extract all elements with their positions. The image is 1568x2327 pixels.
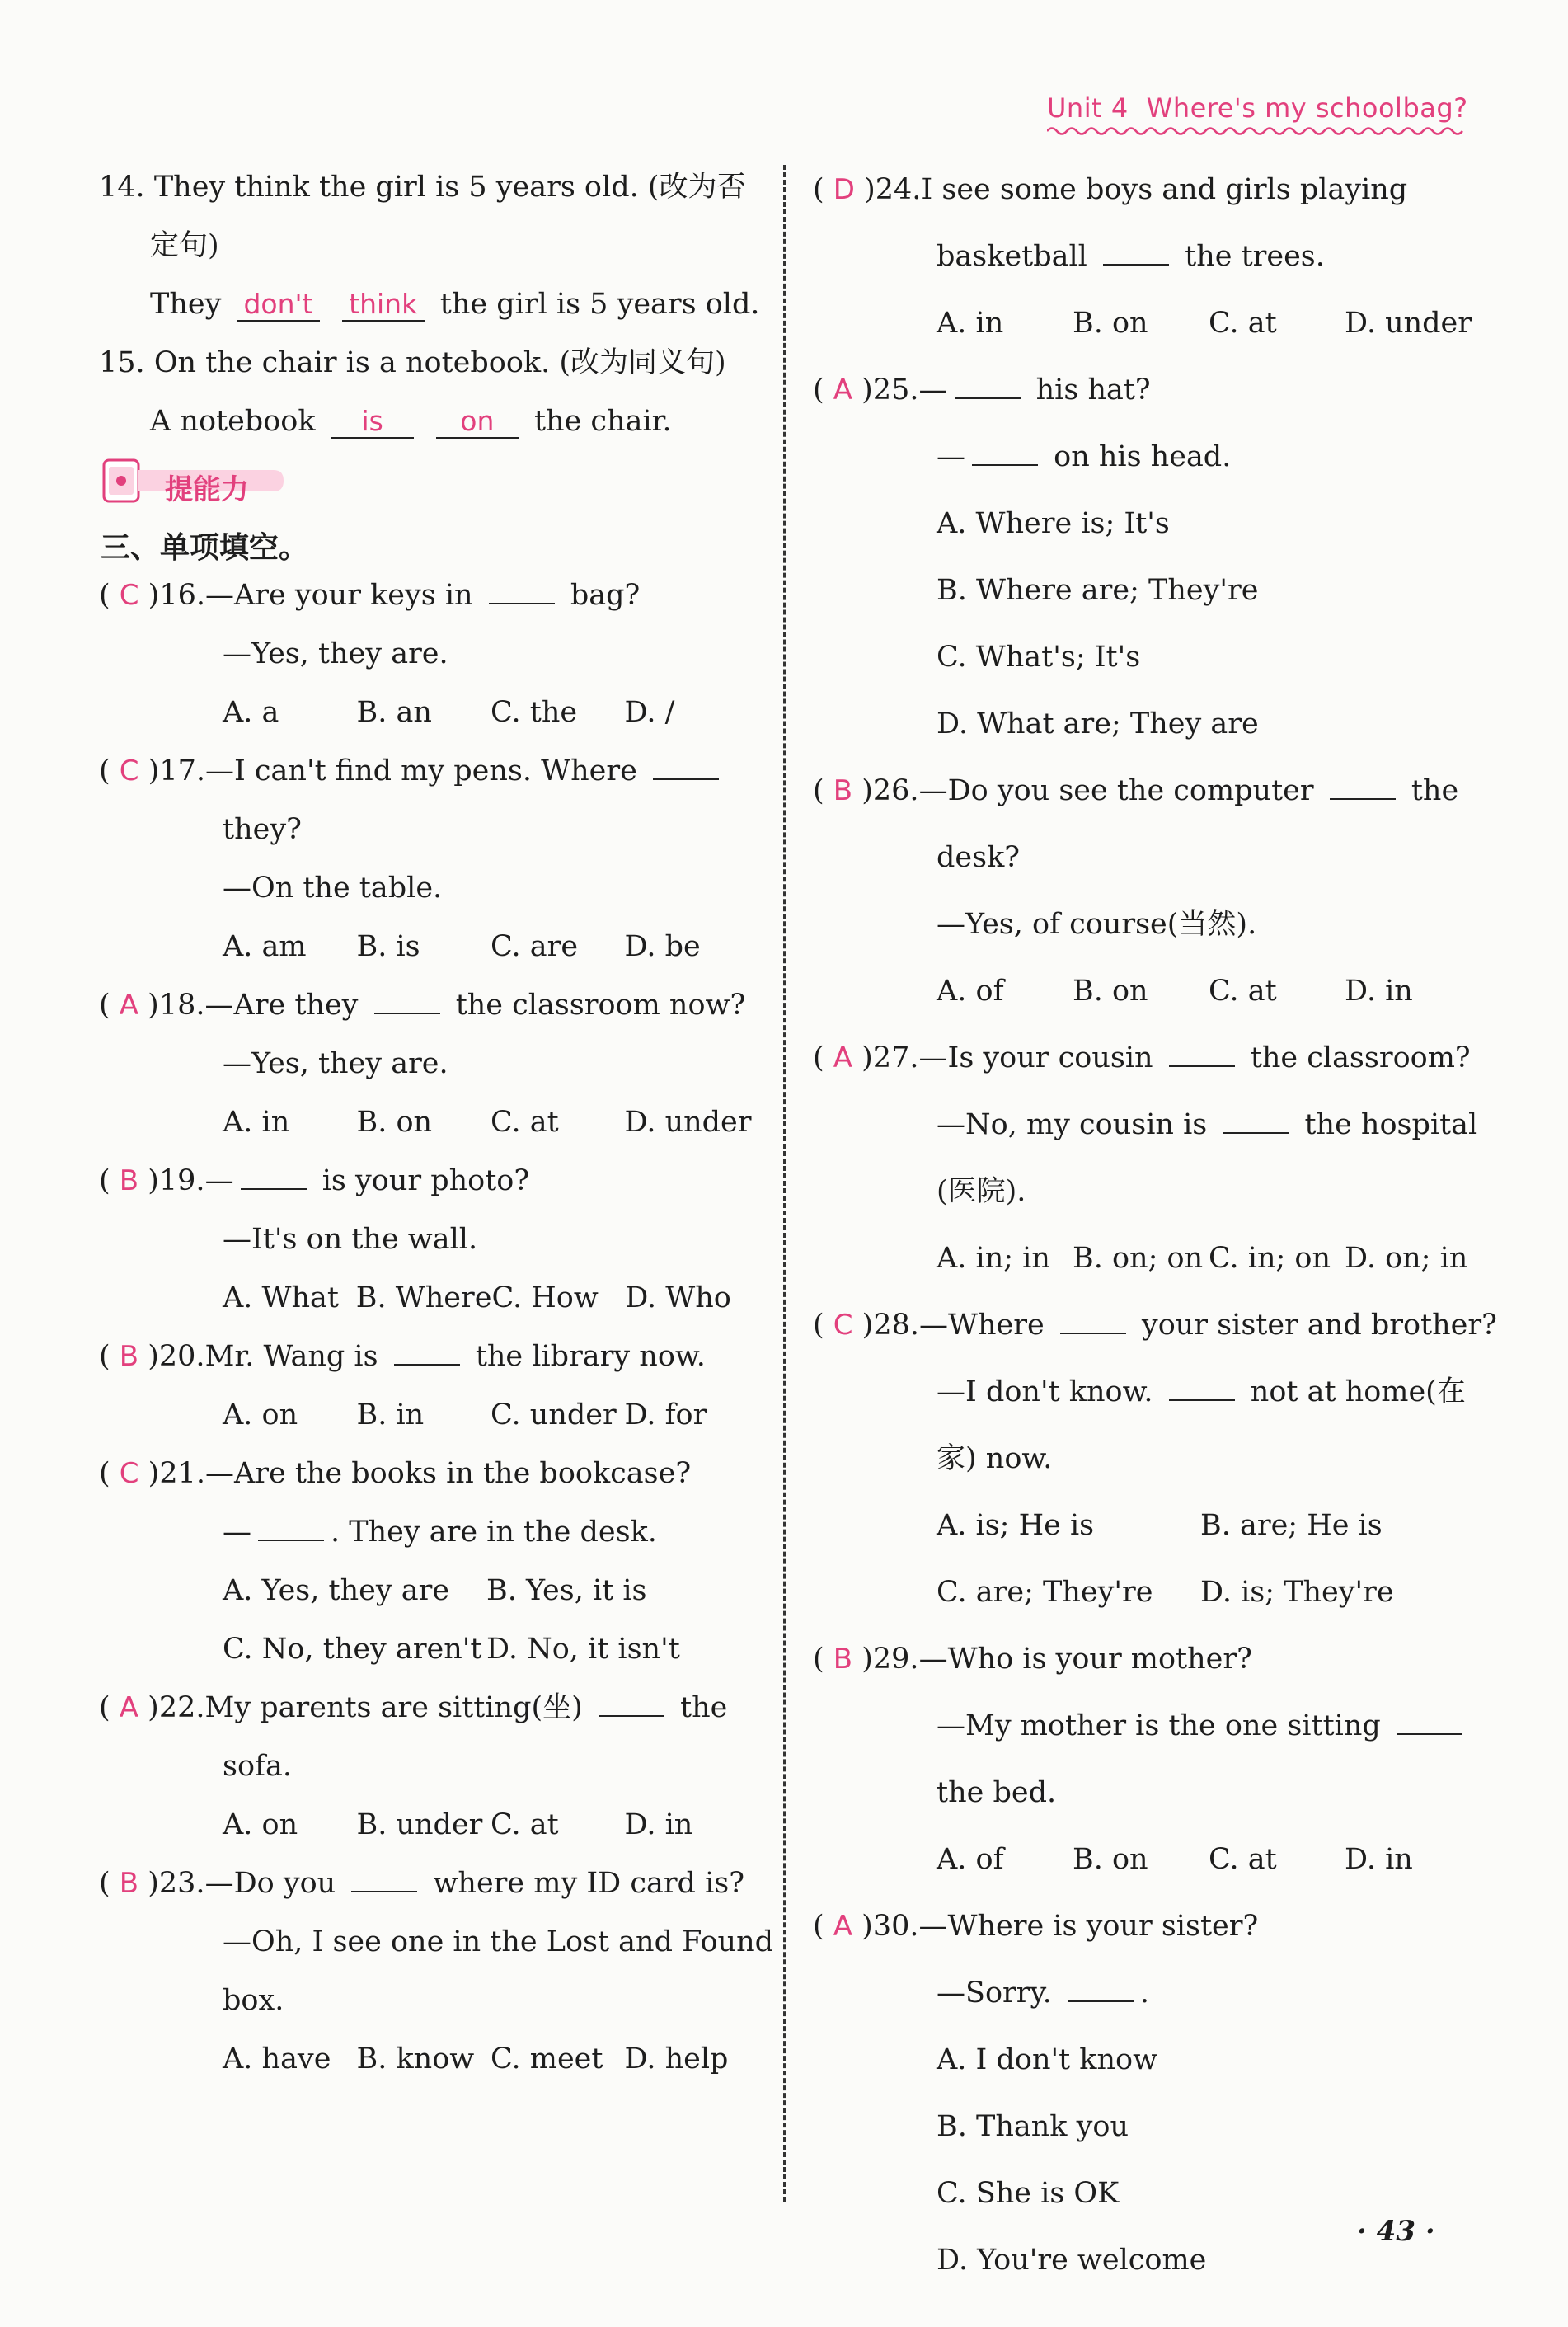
option[interactable]: D. is; They're [1200,1576,1394,1609]
left-question-list [99,566,774,2089]
option[interactable]: A. am [223,930,307,963]
option[interactable]: D. be [624,930,701,963]
rewrite-14-line-1 [99,158,758,217]
question-text: —Who is your mother? [918,1643,1252,1676]
option[interactable]: A. Where is; It's [937,507,1170,540]
question-text: —Do you where my ID card is? [205,1867,744,1900]
question-16 [99,566,758,742]
question-line: —It's on the wall. [223,1223,478,1256]
rewrite-14-fill-2: think [349,288,418,320]
option[interactable]: B. Yes, it is [486,1574,647,1607]
option[interactable]: C. under [491,1399,617,1431]
question-line: sofa. [223,1750,292,1783]
question-line: —Yes, they are. [223,637,448,670]
option[interactable]: C. No, they aren't [223,1633,482,1666]
question-line: box. [223,1984,284,2017]
option[interactable]: A. Yes, they are [223,1574,450,1607]
answer-blank[interactable] [1103,233,1169,266]
answer-bracket[interactable]: ( B ) [99,1340,159,1373]
section-title: 三、单项填空。 [101,531,309,565]
answer-blank[interactable] [1169,1034,1235,1067]
answer-letter: C [119,755,139,787]
answer-letter: A [833,374,853,407]
options-row [99,1620,758,1679]
option[interactable]: A. on [223,1399,298,1431]
rewrite-14-post: the girl is 5 years old. [439,288,760,321]
question-17 [99,742,758,976]
left-column [99,158,774,2089]
question-number: 25. [872,374,919,407]
question-line: basketball the trees. [813,223,1481,290]
answer-bracket[interactable]: ( C ) [99,755,160,787]
option[interactable]: B. Where [355,1281,492,1314]
question-23 [99,1855,774,2089]
running-header [1047,92,1468,124]
question-line: —My mother is the one sitting [813,1693,1481,1760]
option[interactable]: B. on [1073,307,1148,340]
option[interactable]: D. Who [625,1281,731,1314]
answer-letter: A [119,1691,139,1724]
question-line: —Yes, of course(当然). [937,908,1257,941]
options-row [99,2030,758,2089]
rewrite-14-pre: They [150,288,222,321]
question-number: 28. [873,1309,919,1342]
question-text: —Where is your sister? [918,1910,1259,1943]
question-text: —Are they the classroom now? [205,989,746,1022]
answer-blank[interactable] [241,1157,307,1190]
question-line [99,566,758,625]
question-19 [99,1152,758,1328]
question-27 [813,1025,1481,1292]
column-divider [783,165,786,2202]
question-text: —Are your keys in bag? [205,579,640,612]
rewrite-14-number: 14. [99,171,145,204]
option[interactable]: D. You're welcome [937,2244,1207,2277]
answer-letter: C [119,1457,139,1490]
option[interactable]: B. on [356,1106,433,1139]
question-text: —Where your sister and brother? [919,1309,1497,1342]
option[interactable]: C. at [491,1808,559,1841]
answer-blank[interactable] [1330,767,1396,800]
answer-blank[interactable] [374,981,440,1014]
option[interactable]: C. in; on [1209,1242,1331,1275]
answer-bracket[interactable]: ( D ) [813,173,876,206]
options-row [813,1826,1481,1893]
section-badge-label: 提能力 [165,473,249,506]
options-row [99,1796,758,1855]
question-line [99,742,758,801]
answer-blank[interactable] [955,366,1021,399]
question-line: they? [223,813,302,846]
question-21 [99,1445,758,1679]
question-line: — . They are in the desk. [99,1503,758,1562]
question-26 [813,758,1481,1025]
question-number: 24. [875,173,922,206]
rewrite-15-pre: A notebook [150,405,316,438]
answer-letter: A [833,1910,853,1943]
question-line [99,1679,758,1737]
answer-blank[interactable] [1169,1368,1235,1401]
answer-letter: B [833,774,853,807]
option[interactable]: C. meet [491,2043,603,2075]
rewrite-15-post: the chair. [533,405,672,438]
options-row [813,1225,1481,1292]
question-line [99,1445,758,1503]
options-row [99,1093,758,1152]
option[interactable]: D. under [1345,307,1472,340]
option[interactable]: C. How [491,1281,599,1314]
options-row [813,1559,1481,1626]
answer-bracket[interactable]: ( C ) [99,1457,160,1490]
rewrite-14-prompt: They think the girl is 5 years old. (改为否 [153,171,746,204]
question-25 [813,357,1481,758]
answer-blank[interactable] [394,1333,460,1366]
answer-bracket[interactable]: ( A ) [813,1910,873,1943]
answer-blank[interactable] [1060,1301,1126,1334]
question-line: desk? [937,841,1021,874]
option[interactable]: A. of [937,1843,1004,1876]
option[interactable]: C. at [1209,975,1277,1008]
question-line [813,157,1481,223]
options-row [813,290,1481,357]
header-wavy-underline [1047,125,1467,137]
option[interactable]: A. of [937,975,1004,1008]
question-text: I see some boys and girls playing [921,173,1408,206]
option[interactable]: C. She is OK [937,2177,1120,2210]
answer-bracket[interactable]: ( C ) [813,1309,874,1342]
option[interactable]: C. are; They're [937,1576,1153,1609]
option[interactable]: A. is; He is [937,1509,1095,1542]
question-text: Mr. Wang is the library now. [205,1340,706,1373]
question-text: My parents are sitting(坐) the [205,1691,728,1724]
rewrite-15-fill-1: is [361,405,383,437]
question-line: —Yes, they are. [223,1047,448,1080]
options-row [99,1386,758,1445]
option[interactable]: A. in; in [937,1242,1050,1275]
question-text: —Are the books in the bookcase? [204,1457,692,1490]
question-number: 21. [159,1457,205,1490]
question-28 [813,1292,1497,1626]
option[interactable]: B. in [356,1399,425,1431]
option[interactable]: C. at [1209,1843,1277,1876]
answer-bracket[interactable]: ( A ) [99,1691,159,1724]
question-number: 30. [872,1910,919,1943]
option[interactable]: A. I don't know [937,2043,1158,2076]
header-unit: Unit 4 [1047,92,1129,124]
header-title: Where's my schoolbag? [1146,92,1468,124]
answer-blank[interactable] [258,1508,324,1541]
answer-blank[interactable] [599,1684,664,1717]
answer-bracket[interactable]: ( A ) [99,989,159,1022]
rewrite-14-answer-line [99,275,758,334]
question-text: — is your photo? [205,1164,530,1197]
rewrite-14-blank-2[interactable] [342,289,425,322]
option[interactable]: B. an [356,696,432,729]
question-24 [813,157,1481,357]
option[interactable]: B. are; He is [1200,1509,1383,1542]
question-number: 18. [158,989,205,1022]
question-line: 家) now. [937,1442,1053,1475]
option[interactable]: D. No, it isn't [486,1633,680,1666]
option[interactable]: C. What's; It's [937,641,1141,674]
options-row [99,684,758,742]
rewrite-15-number: 15. [99,346,145,379]
option[interactable]: A. a [223,696,279,729]
answer-bracket[interactable]: ( C ) [99,579,160,612]
question-20 [99,1328,758,1445]
question-line: the bed. [937,1776,1057,1809]
option[interactable]: C. are [491,930,579,963]
answer-bracket[interactable]: ( B ) [813,774,873,807]
rewrite-14-fill-1: don't [243,288,313,320]
answer-blank[interactable] [489,571,555,604]
rewrite-15-prompt: On the chair is a notebook. (改为同义句) [153,346,726,379]
option[interactable]: D. in [1345,975,1413,1008]
options-row [813,1493,1481,1559]
question-number: 19. [158,1164,205,1197]
question-text: — his hat? [919,374,1151,407]
question-line: —Oh, I see one in the Lost and Found [223,1925,774,1958]
rewrite-15-line-1 [99,334,758,393]
option[interactable]: D. for [624,1399,707,1431]
option[interactable]: C. at [1209,307,1277,340]
rewrite-14-line-2: 定句) [150,229,219,262]
question-number: 22. [158,1691,205,1724]
answer-bracket[interactable]: ( A ) [813,374,873,407]
answer-blank[interactable] [1397,1702,1462,1735]
page-number: · 43 · [1357,2215,1435,2248]
answer-bracket[interactable]: ( A ) [813,1041,873,1074]
question-number: 23. [158,1867,205,1900]
question-text: —Do you see the computer the [919,774,1459,807]
option[interactable]: C. the [491,696,578,729]
option[interactable]: B. Where are; They're [937,574,1259,607]
option[interactable]: B. know [356,2043,475,2075]
answer-bracket[interactable]: ( B ) [99,1867,159,1900]
question-text: —Is your cousin the classroom? [919,1041,1471,1074]
option[interactable]: B. is [356,930,420,963]
rewrite-15-answer-line [99,393,758,451]
question-text: —I can't find my pens. Where [205,755,725,787]
question-number: 20. [158,1340,205,1373]
question-line [813,758,1481,825]
answer-bracket[interactable]: ( B ) [99,1164,159,1197]
answer-letter: A [119,989,139,1022]
rewrite-15-blank-1[interactable] [331,406,414,439]
option[interactable]: B. on [1073,975,1148,1008]
question-line [99,976,758,1035]
question-line: —Sorry. . [813,1960,1481,2027]
options-row [99,918,758,976]
question-number: 29. [872,1643,919,1676]
option[interactable]: B. under [356,1808,483,1841]
question-line: —No, my cousin is the hospital [813,1092,1481,1159]
answer-letter: B [119,1340,139,1373]
question-line: — on his head. [813,424,1481,491]
answer-blank[interactable] [351,1859,417,1892]
answer-bracket[interactable]: ( B ) [813,1643,873,1676]
option[interactable]: A. have [223,2043,331,2075]
options-row [99,1269,758,1328]
answer-blank[interactable] [653,747,719,780]
question-line: —I don't know. not at home(在 [813,1359,1481,1426]
answer-letter: C [833,1309,853,1342]
option[interactable]: D. in [1345,1843,1413,1876]
question-22 [99,1679,758,1855]
option[interactable]: A. What [223,1281,339,1314]
option[interactable]: D. / [624,696,675,729]
question-line [813,1626,1481,1693]
answer-letter: B [833,1643,853,1676]
option[interactable]: A. on [223,1808,298,1841]
question-line [99,1328,758,1386]
option[interactable]: D. in [624,1808,693,1841]
question-line: (医院). [937,1175,1026,1208]
option[interactable]: B. Thank you [937,2110,1129,2143]
question-number: 27. [872,1041,919,1074]
answer-letter: A [833,1041,853,1074]
question-line [99,1152,758,1211]
right-question-list [813,157,1497,2294]
option[interactable]: D. What are; They are [937,708,1259,740]
option[interactable]: D. help [624,2043,729,2075]
question-number: 16. [159,579,205,612]
question-line [99,1855,758,1913]
question-29 [813,1626,1481,1893]
option[interactable]: B. on; on [1073,1242,1204,1275]
option[interactable]: D. on; in [1345,1242,1468,1275]
question-line: —On the table. [223,872,443,905]
question-line [813,1893,1481,1960]
options-row [813,958,1481,1025]
question-18 [99,976,758,1152]
question-line [813,357,1481,424]
option[interactable]: A. in [223,1106,290,1139]
answer-letter: B [119,1867,139,1900]
answer-letter: B [119,1164,139,1197]
rewrite-15-blank-2[interactable] [436,406,519,439]
answer-blank[interactable] [972,433,1038,466]
options-row [99,1562,758,1620]
answer-letter: C [119,579,139,612]
question-number: 17. [159,755,205,787]
option[interactable]: A. in [937,307,1004,340]
option[interactable]: D. under [624,1106,752,1139]
question-line [813,1025,1481,1092]
answer-letter: D [833,173,855,206]
question-number: 26. [872,774,919,807]
option[interactable]: C. at [491,1106,559,1139]
answer-blank[interactable] [1068,1969,1134,2002]
question-line [813,1292,1497,1359]
answer-blank[interactable] [1223,1101,1289,1134]
rewrite-14-blank-1[interactable] [237,289,320,322]
rewrite-15-fill-2: on [460,405,495,437]
option[interactable]: B. on [1073,1843,1148,1876]
